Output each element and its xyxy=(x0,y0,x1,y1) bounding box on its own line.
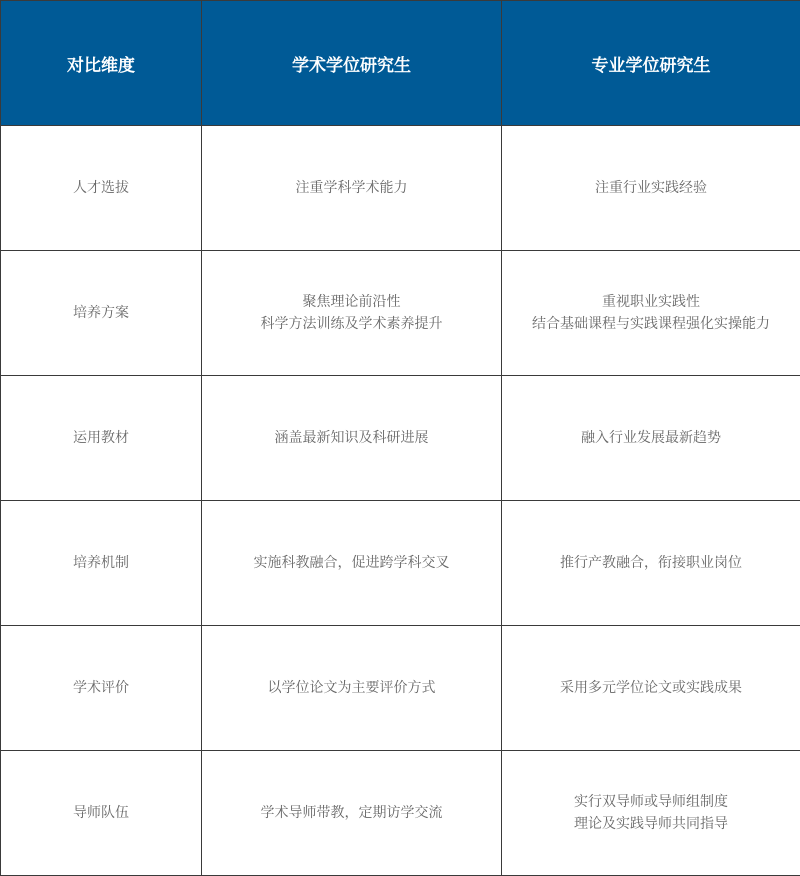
cell-line: 学术导师带教，定期访学交流 xyxy=(208,802,495,824)
table-row xyxy=(1,251,800,376)
cell-line: 结合基础课程与实践课程强化实操能力 xyxy=(508,313,794,335)
cell-line: 融入行业发展最新趋势 xyxy=(508,427,794,449)
cell-line: 推行产教融合，衔接职业岗位 xyxy=(508,552,794,574)
academic-cell xyxy=(202,126,502,251)
table-body xyxy=(1,126,800,876)
cell-line: 重视职业实践性 xyxy=(508,291,794,313)
professional-cell xyxy=(502,251,800,376)
professional-cell xyxy=(502,126,800,251)
cell-line: 注重行业实践经验 xyxy=(508,177,794,199)
professional-cell xyxy=(502,501,800,626)
academic-cell xyxy=(202,501,502,626)
table-row xyxy=(1,501,800,626)
professional-cell xyxy=(502,751,800,876)
header-professional-degree: 专业学位研究生 xyxy=(502,1,800,126)
cell-line: 科学方法训练及学术素养提升 xyxy=(208,313,495,335)
table-row xyxy=(1,626,800,751)
header-academic-degree: 学术学位研究生 xyxy=(202,1,502,126)
header-dimension: 对比维度 xyxy=(1,1,202,126)
professional-cell xyxy=(502,626,800,751)
header-row xyxy=(1,1,800,126)
cell-line: 实施科教融合，促进跨学科交叉 xyxy=(208,552,495,574)
dimension-cell: 运用教材 xyxy=(1,376,202,501)
table-row xyxy=(1,751,800,876)
academic-cell xyxy=(202,751,502,876)
dimension-cell: 培养机制 xyxy=(1,501,202,626)
cell-line: 采用多元学位论文或实践成果 xyxy=(508,677,794,699)
professional-cell xyxy=(502,376,800,501)
dimension-cell: 学术评价 xyxy=(1,626,202,751)
cell-line: 以学位论文为主要评价方式 xyxy=(208,677,495,699)
dimension-cell: 培养方案 xyxy=(1,251,202,376)
table-row xyxy=(1,126,800,251)
dimension-cell: 导师队伍 xyxy=(1,751,202,876)
cell-line: 注重学科学术能力 xyxy=(208,177,495,199)
cell-line: 涵盖最新知识及科研进展 xyxy=(208,427,495,449)
cell-line: 实行双导师或导师组制度 xyxy=(508,791,794,813)
academic-cell xyxy=(202,626,502,751)
table-row xyxy=(1,376,800,501)
academic-cell xyxy=(202,376,502,501)
dimension-cell: 人才选拔 xyxy=(1,126,202,251)
academic-cell xyxy=(202,251,502,376)
cell-line: 聚焦理论前沿性 xyxy=(208,291,495,313)
table-header xyxy=(1,1,800,126)
cell-line: 理论及实践导师共同指导 xyxy=(508,813,794,835)
